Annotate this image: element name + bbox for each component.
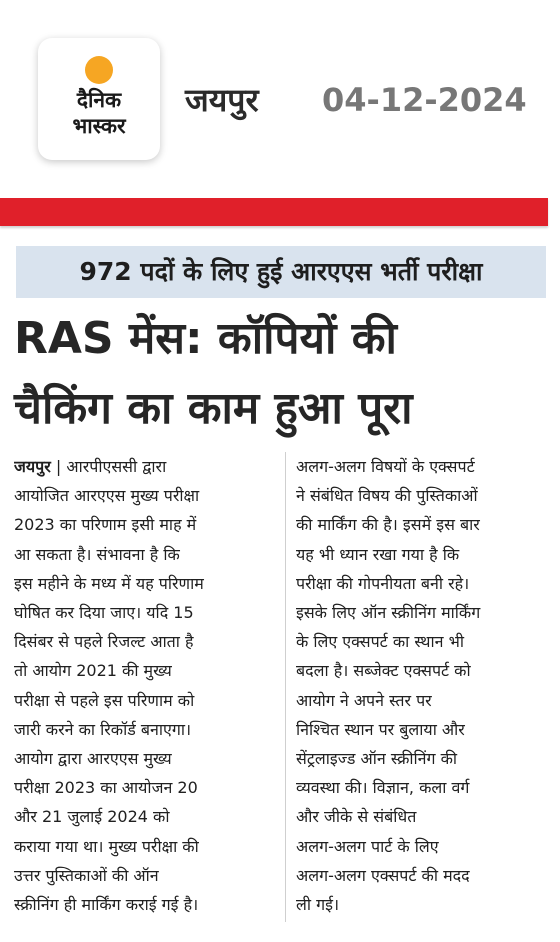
- red-banner-strip: [0, 198, 548, 226]
- column-line: तो आयोग 2021 की मुख्य: [14, 661, 172, 681]
- newspaper-header: [0, 0, 560, 196]
- article-kicker: 972 पदों के लिए हुई आरएएस भर्ती परीक्षा: [16, 246, 546, 298]
- column-line: घोषित कर दिया जाए। यदि 15: [14, 603, 194, 623]
- column-line: और 21 जुलाई 2024 को: [14, 807, 170, 827]
- column-line: जारी करने का रिकॉर्ड बनाएगा।: [14, 719, 192, 739]
- dainik-bhaskar-logo: [38, 38, 160, 160]
- article-column-left: [14, 452, 276, 919]
- column-line: आयोग ने अपने स्तर पर: [296, 690, 432, 710]
- edition-date: 04-12-2024: [322, 81, 527, 119]
- logo-text-line1: दैनिक: [76, 88, 122, 112]
- column-line: कराया गया था। मुख्य परीक्षा की: [14, 836, 199, 856]
- column-line: इस महीने के मध्य में यह परिणाम: [14, 573, 204, 593]
- column-line: व्यवस्था की। विज्ञान, कला वर्ग: [296, 778, 470, 798]
- column-line: के लिए एक्सपर्ट का स्थान भी: [296, 632, 464, 652]
- column-line: ली गई।: [296, 895, 340, 915]
- column-line: परीक्षा से पहले इस परिणाम को: [14, 690, 195, 710]
- article-column-right: [296, 452, 552, 919]
- column-line: स्क्रीनिंग ही मार्किंग कराई गई है।: [14, 895, 199, 915]
- column-line: आयोग द्वारा आरएएस मुख्य: [14, 749, 172, 769]
- column-line: जयपुर | आरपीएससी द्वारा: [14, 457, 167, 476]
- column-line: आयोजित आरएएस मुख्य परीक्षा: [14, 486, 200, 506]
- column-divider: [285, 452, 286, 922]
- column-line: और जीके से संबंधित: [296, 807, 417, 827]
- column-line: अलग-अलग विषयों के एक्सपर्ट: [296, 457, 475, 476]
- dateline: जयपुर: [14, 457, 51, 476]
- column-line: बदला है। सब्जेक्ट एक्सपर्ट को: [296, 661, 471, 681]
- column-line: सेंट्रलाइज्ड ऑन स्क्रीनिंग की: [296, 749, 458, 769]
- column-line: इसके लिए ऑन स्क्रीनिंग मार्किंग: [296, 603, 481, 623]
- column-line: निश्चित स्थान पर बुलाया और: [296, 719, 465, 739]
- column-line: अलग-अलग पार्ट के लिए: [296, 836, 439, 856]
- column-line: परीक्षा की गोपनीयता बनी रहे।: [296, 573, 470, 593]
- sun-icon: [85, 56, 113, 84]
- column-line: 2023 का परिणाम इसी माह में: [14, 515, 197, 535]
- column-line: उत्तर पुस्तिकाओं की ऑन: [14, 865, 159, 885]
- column-line: अलग-अलग एक्सपर्ट की मदद: [296, 865, 470, 885]
- headline-line-1: RAS मेंस: कॉपियों की: [14, 313, 397, 364]
- column-line: परीक्षा 2023 का आयोजन 20: [14, 778, 198, 798]
- column-line: की मार्किंग की है। इसमें इस बार: [296, 515, 480, 535]
- edition-city: जयपुर: [185, 81, 259, 119]
- column-line: आ सकता है। संभावना है कि: [14, 544, 180, 564]
- column-line: दिसंबर से पहले रिजल्ट आता है: [14, 632, 194, 652]
- column-line: ने संबंधित विषय की पुस्तिकाओं: [296, 486, 478, 506]
- column-line: यह भी ध्यान रखा गया है कि: [296, 544, 460, 564]
- logo-text-line2: भास्कर: [72, 114, 126, 138]
- headline-line-2: चैकिंग का काम हुआ पूरा: [14, 383, 413, 434]
